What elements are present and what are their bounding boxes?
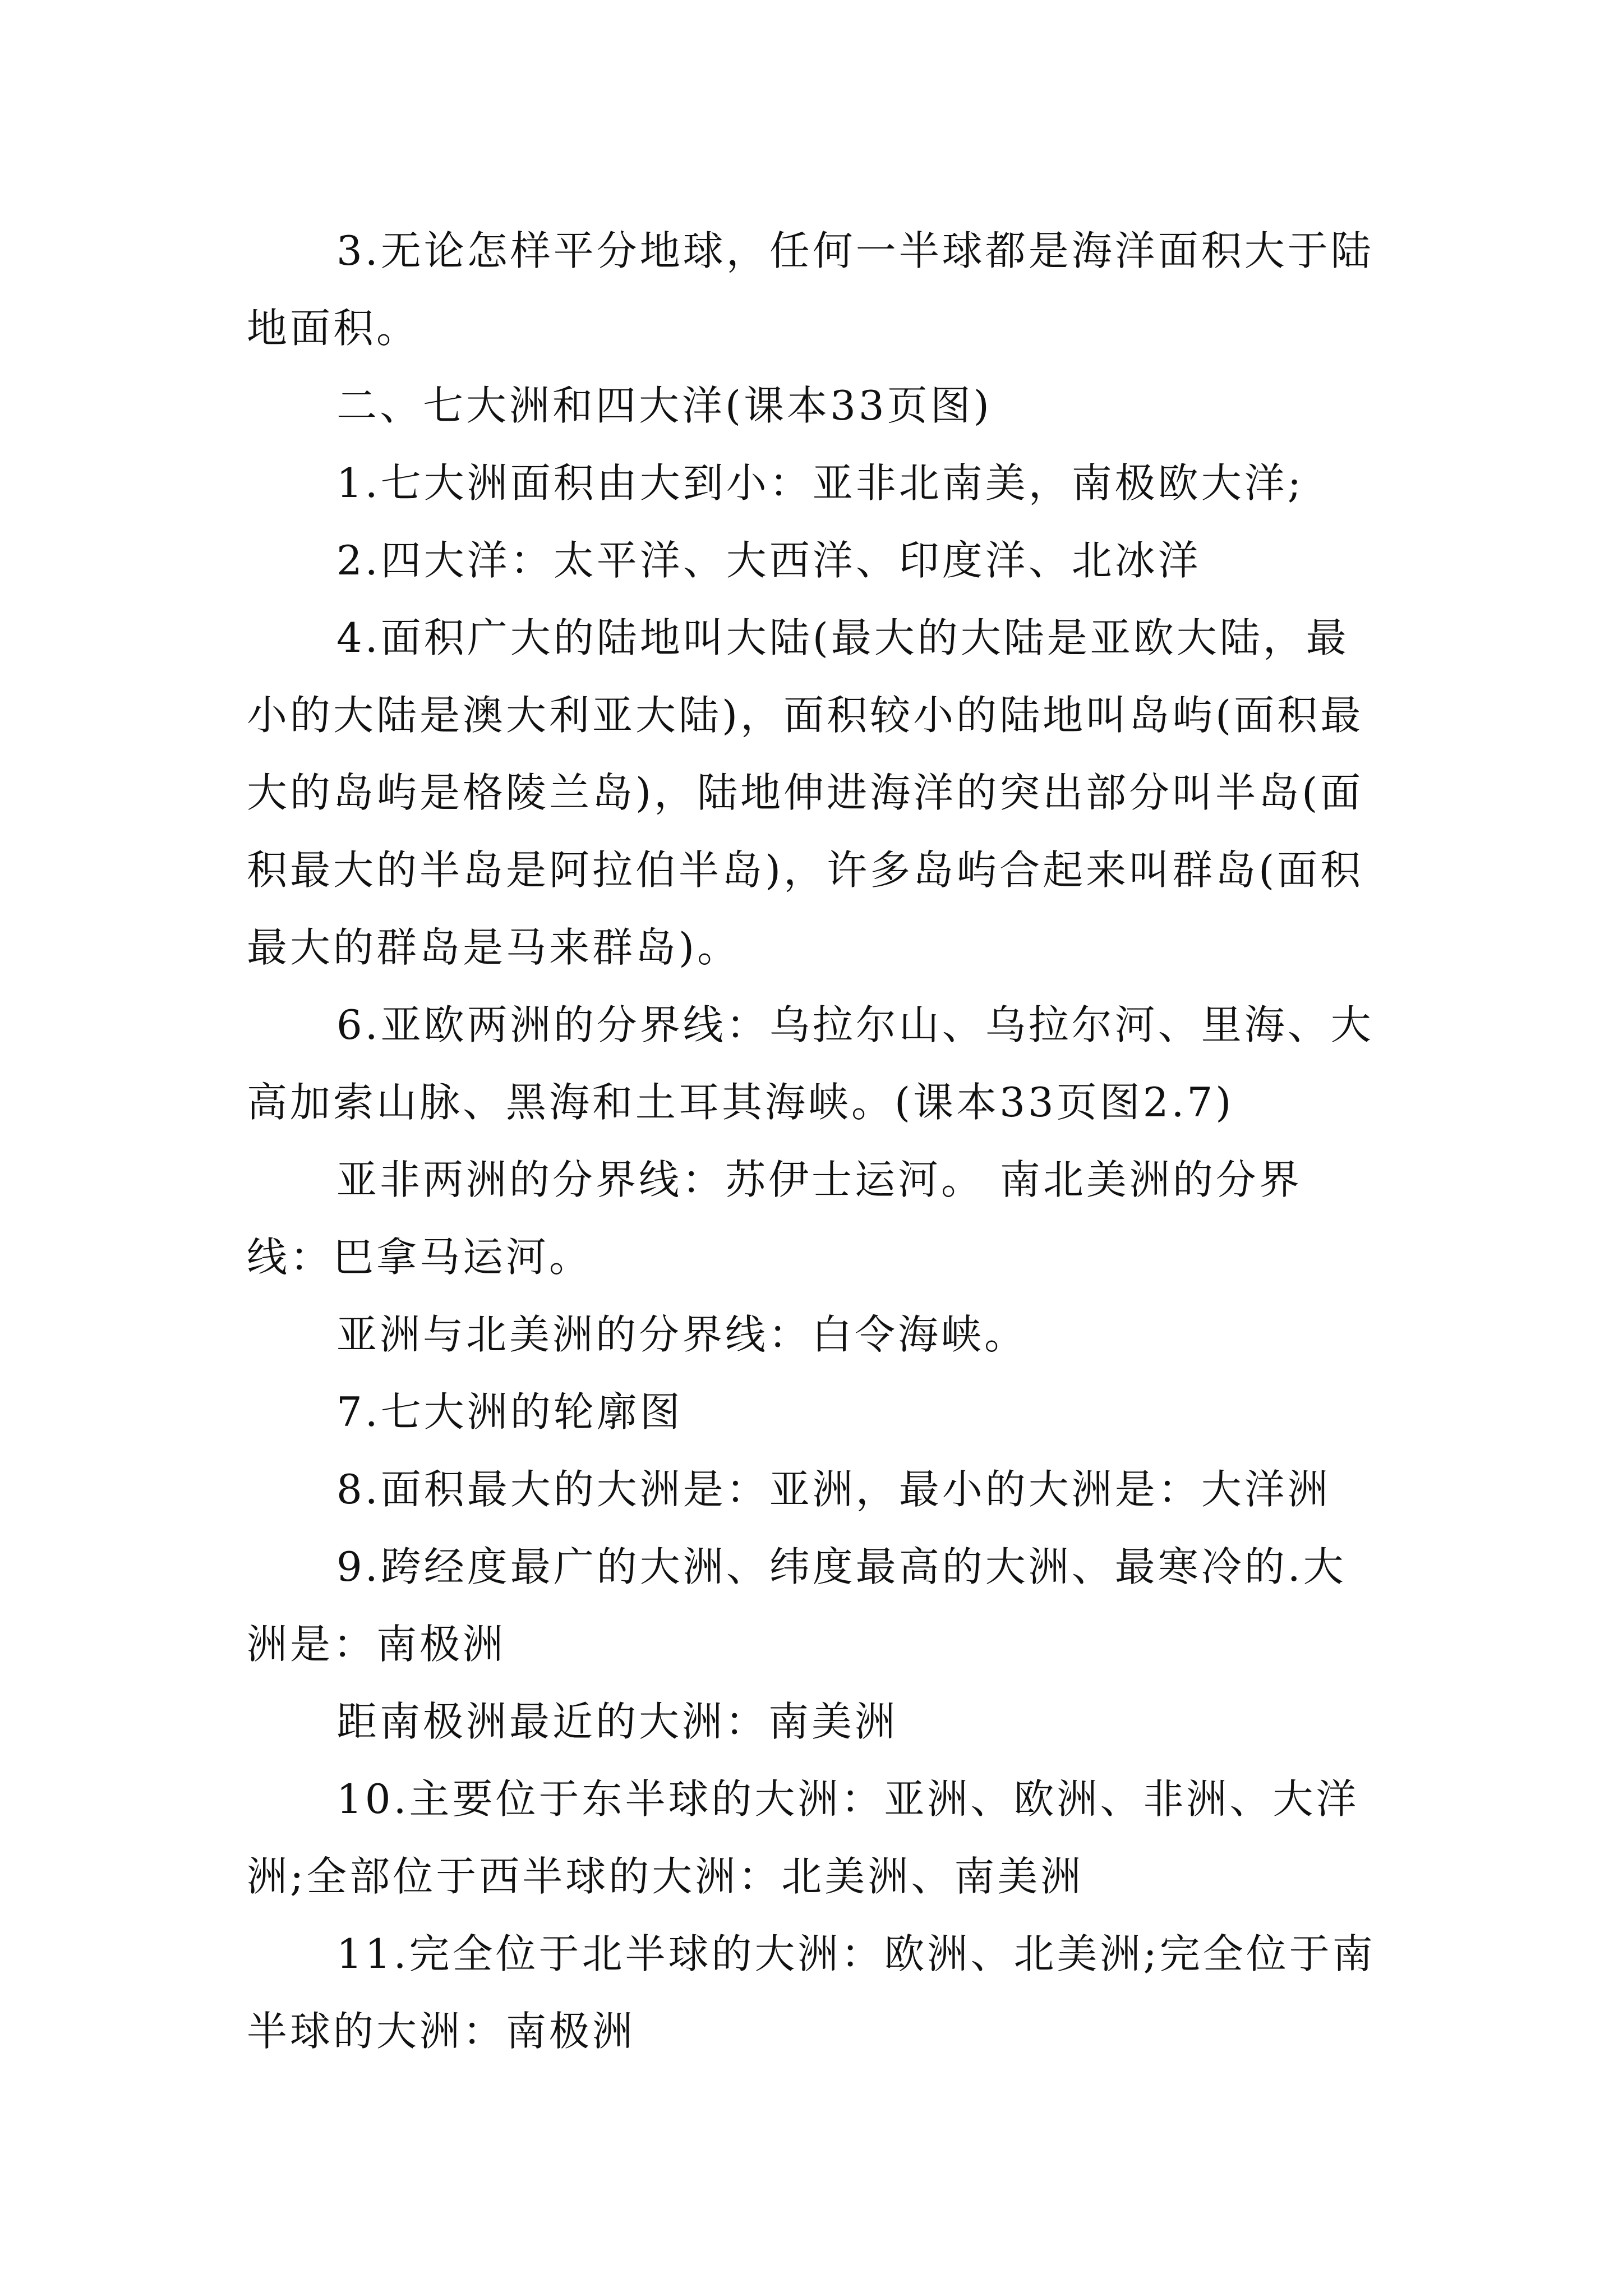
section-heading-continents-oceans: 二、七大洲和四大洋(课本33页图)	[336, 382, 992, 429]
paragraph-asia-africa-americas-boundary: 亚非两洲的分界线：苏伊士运河。 南北美洲的分界线：巴拿马运河。	[247, 1156, 1302, 1281]
paragraph-land-definitions: 4.面积广大的陆地叫大陆(最大的大陆是亚欧大陆，最小的大陆是澳大利亚大陆)，面积较小的陆地叫岛屿(面积最大的岛屿是格陵兰岛)，陆地伸进海洋的突出部分叫半岛(面积最大的半岛是阿拉伯半岛)，许多岛屿合起来叫群岛(面积最大的群岛是马来群岛)。	[247, 614, 1364, 971]
paragraph-nearest-to-antarctica: 距南极洲最近的大洲：南美洲	[336, 1698, 898, 1745]
paragraph-antarctica-facts: 9.跨经度最广的大洲、纬度最高的大洲、最寒冷的.大洲是：南极洲	[247, 1543, 1347, 1668]
paragraph-largest-smallest-continent: 8.面积最大的大洲是：亚洲，最小的大洲是：大洋洲	[336, 1466, 1331, 1513]
paragraph-continent-outlines: 7.七大洲的轮廓图	[336, 1388, 683, 1435]
paragraph-north-south-hemisphere: 11.完全位于北半球的大洲：欧洲、北美洲;完全位于南半球的大洲：南极洲	[247, 1930, 1376, 2055]
paragraph-east-west-hemisphere: 10.主要位于东半球的大洲：亚洲、欧洲、非洲、大洋洲;全部位于西半球的大洲：北美洲、南美洲	[247, 1775, 1359, 1900]
paragraph-asia-north-america-boundary: 亚洲与北美洲的分界线：白令海峡。	[336, 1311, 1028, 1358]
document-body	[247, 212, 1380, 2070]
paragraph-continent-size-order: 1.七大洲面积由大到小：亚非北南美，南极欧大洋;	[336, 459, 1304, 507]
paragraph-asia-europe-boundary: 6.亚欧两洲的分界线：乌拉尔山、乌拉尔河、里海、大高加索山脉、黑海和土耳其海峡。(课本33页图2.7)	[247, 1001, 1374, 1126]
paragraph-four-oceans: 2.四大洋：太平洋、大西洋、印度洋、北冰洋	[336, 537, 1201, 584]
paragraph-hemisphere-ocean-area: 3.无论怎样平分地球，任何一半球都是海洋面积大于陆地面积。	[247, 227, 1374, 352]
